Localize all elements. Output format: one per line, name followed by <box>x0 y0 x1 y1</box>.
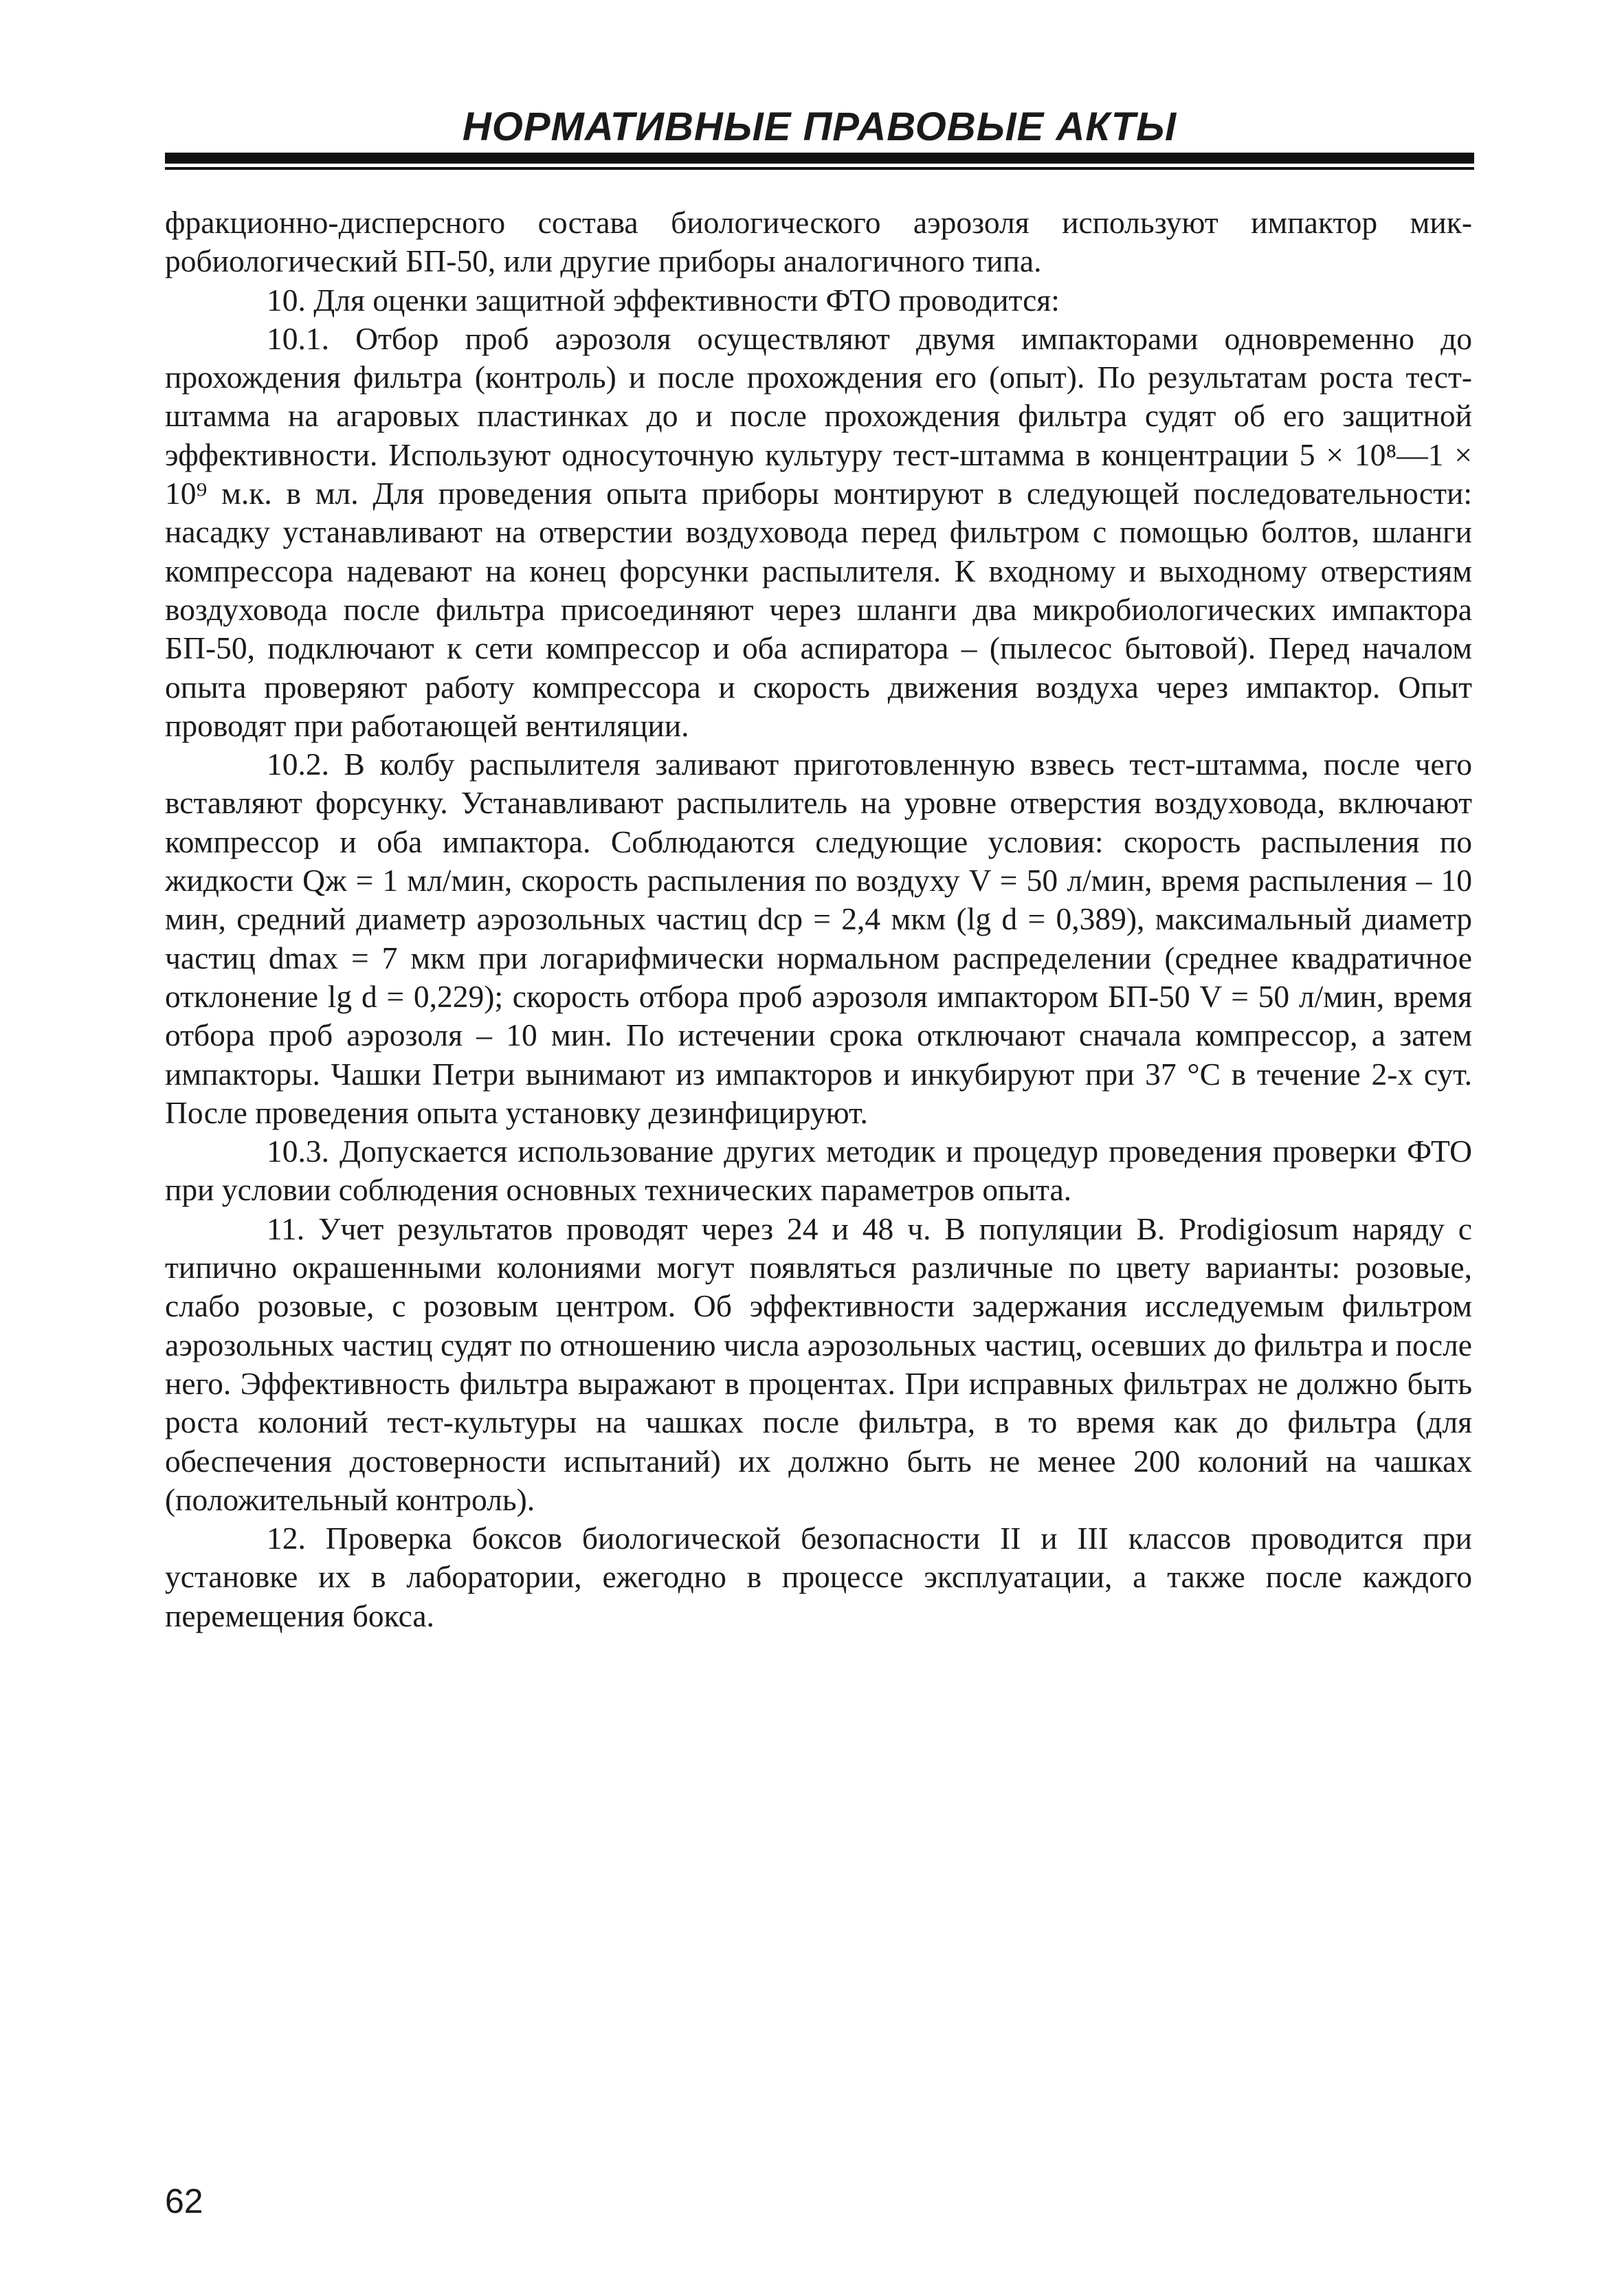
running-header-title: НОРМАТИВНЫЕ ПРАВОВЫЕ АКТЫ <box>462 104 1177 149</box>
paragraph-item-10-3: 10.3. Допускается использование других методик и процедур проведения проверки ФТО при условии соблюдения основных технических параметров опыта. <box>165 1134 1472 1208</box>
paragraph-item-10-1: 10.1. Отбор проб аэрозоля осуществляют двумя импакторами одновременно до прохождения фильтра (контроль) и после прохождения его (опыт). По результатам роста тест-штамма на агаровых пластинках до и после прохождения фильтра судят об его защитной эффективности. Используют односуточную культуру тест-штамма в концентрации 5 × 10⁸—1 × 10⁹ м.к. в мл. Для проведения опыта приборы монтируют в следующей последовательности: насадку устанавливают на отверстии воздуховода перед фильтром с помощью болтов, шланги компрессора надевают на конец форсунки распылителя. К входному и выходному отверстиям воздуховода после фильтра присоединяют через шланги два микробиологических импактора БП-50, подключают к сети компрессор и оба аспиратора – (пылесос бытовой). Перед началом опыта проверяют работу компрессора и скорость движения воздуха через импактор. Опыт проводят при работающей вентиляции. <box>165 320 1472 743</box>
paragraph-item-11: 11. Учет результатов проводят через 24 и 48 ч. В популяции B. Prodigiosum наряду с типично окрашенными колониями могут появляться различные по цвету варианты: розовые, слабо розовые, с розовым центром. Об эффективности задержания исследуемым фильтром аэрозольных частиц судят по отношению числа аэрозольных частиц, осевших до фильтра и после него. Эффективность фильтра выражают в процентах. При исправных фильтрах не должно быть роста колоний тест-культуры на чашках после фильтра, в то время как до фильтра (для обеспечения достоверности испытаний) их должно быть не менее 200 колоний на чашках (положительный контроль). <box>165 1211 1472 1517</box>
header-rule-thin <box>165 167 1474 170</box>
paragraph-item-10-2: 10.2. В колбу распылителя заливают приготовленную взвесь тест-штамма, после чего вставляют форсунку. Устанавливают распылитель на уровне отверстия воздуховода, включают компрессор и оба импактора. Соблюдаются следующие условия: скорость распыления по жидкости Qж = 1 мл/мин, скорость распыления по воздуху V = 50 л/мин, время распыления – 10 мин, средний диаметр аэрозольных частиц dср = 2,4 мкм (lg d = 0,389), максимальный диаметр частиц dmax = 7 мкм при логарифмически нормальном распределении (среднее квадратичное отклонение lg d = 0,229); скорость отбора проб аэрозоля импактором БП-50 V = 50 л/мин, время отбора проб аэрозоля – 10 мин. По истечении срока отключают сначала компрессор, а затем импакторы. Чашки Петри вынимают из импакторов и инкубируют при 37 °С в течение 2-х сут. После проведения опыта установку дезинфицируют. <box>165 747 1472 1130</box>
body-text <box>165 203 1472 1635</box>
paragraph-item-12: 12. Проверка боксов биологической безопасности II и III классов проводится при установке их в лаборатории, ежегодно в процессе эксплуатации, а также после каждого перемещения бокса. <box>165 1521 1472 1633</box>
header-rule-thick <box>165 153 1474 164</box>
paragraph-continuation: фракционно-дисперсного состава биологического аэрозоля используют импактор микробиологический БП-50, или другие приборы аналогичного типа. <box>165 205 1472 279</box>
page-number: 62 <box>165 2182 203 2220</box>
paragraph-item-10: 10. Для оценки защитной эффективности ФТО проводится: <box>267 282 1060 318</box>
